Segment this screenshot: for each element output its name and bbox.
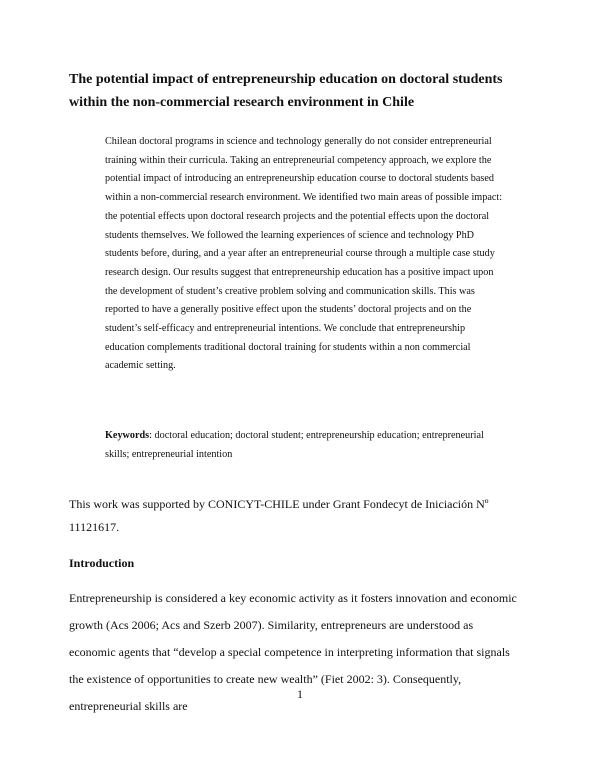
- keywords-text: : doctoral education; doctoral student; entrepreneurship education; entrepreneurial skills; entrepreneurial intention: [105, 430, 484, 460]
- introduction-paragraph: Entrepreneurship is considered a key economic activity as it fosters innovation and economic growth (Acs 2006; Acs and Szerb 2007). Similarity, entrepreneurs are understood as economic agents that “develop a special competence in interpreting information that signals the existence of opportunities to create new wealth” (Fiet 2002: 3). Consequently, entrepreneurial skills are: [69, 591, 517, 713]
- paper-title: The potential impact of entrepreneurship education on doctoral students within the non-commercial research environment in Chile: [69, 72, 503, 110]
- section-heading-introduction: Introduction: [69, 556, 135, 570]
- page-number: 1: [297, 687, 303, 701]
- funding-statement: This work was supported by CONICYT-CHILE under Grant Fondecyt de Iniciación Nº 11121617.: [69, 497, 489, 534]
- abstract: Chilean doctoral programs in science and technology generally do not consider entrepreneurial training within their curricula. Taking an entrepreneurial competency approach, we explore the potential impact of introducing an entrepreneurship education course to doctoral students based within a non-commercial research environment. We identified two main areas of possible impact: the potential effects upon doctoral research projects and the potential effects upon the doctoral students themselves. We followed the learning experiences of science and technology PhD students before, during, and a year after an entrepreneurial course through a multiple case study research design. Our results suggest that entrepreneurship education has a positive impact upon the development of student’s creative problem solving and communication skills. This was reported to have a generally positive effect upon the students’ doctoral projects and on the student’s self-efficacy and entrepreneurial intentions. We conclude that entrepreneurship education complements traditional doctoral training for students within a non commercial academic setting.: [105, 136, 503, 372]
- keywords: [105, 427, 505, 464]
- keywords-label: Keywords: [105, 430, 150, 441]
